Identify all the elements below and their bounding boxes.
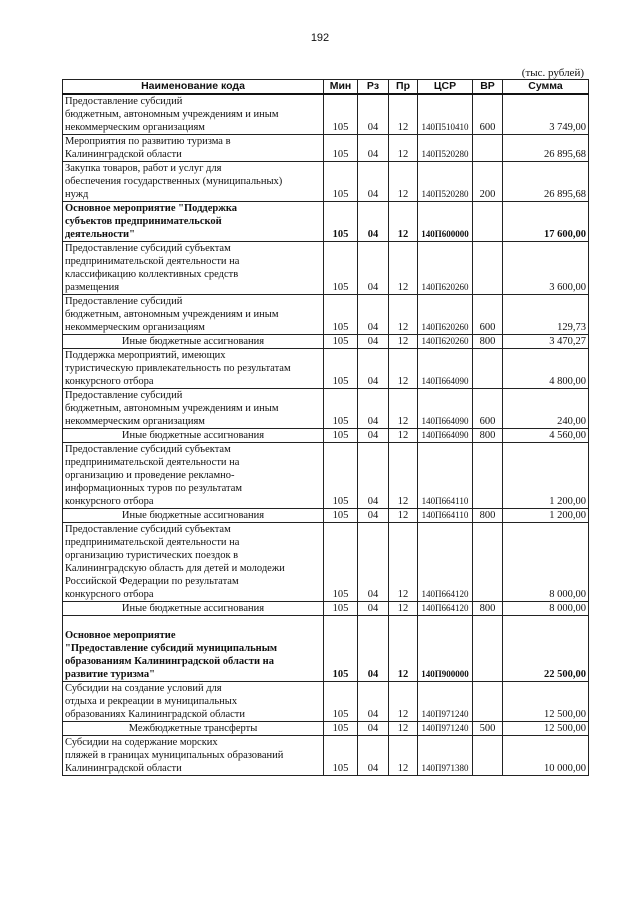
cell-pr: 12 (389, 389, 418, 429)
header-rz: Рз (358, 80, 389, 95)
cell-min: 105 (324, 722, 358, 736)
cell-min: 105 (324, 349, 358, 389)
cell-min: 105 (324, 94, 358, 135)
cell-pr: 12 (389, 616, 418, 682)
cell-rz: 04 (358, 349, 389, 389)
cell-name: Закупка товаров, работ и услуг для обеспечения государственных (муниципальных) нужд (63, 162, 324, 202)
cell-vr: 500 (473, 722, 503, 736)
cell-sum: 3 749,00 (503, 94, 589, 135)
cell-rz: 04 (358, 509, 389, 523)
cell-vr: 600 (473, 94, 503, 135)
cell-name: Иные бюджетные ассигнования (63, 429, 324, 443)
cell-name: Основное мероприятие "Поддержка субъектов предпринимательской деятельности" (63, 202, 324, 242)
cell-csr: 140П520280 (418, 135, 473, 162)
cell-pr: 12 (389, 135, 418, 162)
table-header-row (63, 80, 589, 95)
cell-sum: 4 560,00 (503, 429, 589, 443)
table-row (63, 682, 589, 722)
cell-min: 105 (324, 616, 358, 682)
header-min: Мин (324, 80, 358, 95)
table-row (63, 335, 589, 349)
cell-min: 105 (324, 509, 358, 523)
cell-pr: 12 (389, 94, 418, 135)
cell-sum: 240,00 (503, 389, 589, 429)
cell-vr (473, 736, 503, 776)
cell-min: 105 (324, 242, 358, 295)
cell-rz: 04 (358, 295, 389, 335)
cell-name: Субсидии на создание условий для отдыха и рекреации в муниципальных образованиях Калининградской области (63, 682, 324, 722)
cell-min: 105 (324, 135, 358, 162)
cell-name: Предоставление субсидий бюджетным, автономным учреждениям и иным некоммерческим организациям (63, 295, 324, 335)
cell-min: 105 (324, 162, 358, 202)
cell-min: 105 (324, 389, 358, 429)
cell-rz: 04 (358, 616, 389, 682)
cell-csr: 140П664090 (418, 349, 473, 389)
cell-csr: 140П664090 (418, 429, 473, 443)
cell-csr: 140П971380 (418, 736, 473, 776)
cell-csr: 140П510410 (418, 94, 473, 135)
cell-min: 105 (324, 602, 358, 616)
cell-name: Предоставление субсидий бюджетным, автономным учреждениям и иным некоммерческим организациям (63, 389, 324, 429)
cell-name: Иные бюджетные ассигнования (63, 335, 324, 349)
cell-sum: 3 600,00 (503, 242, 589, 295)
table-row (63, 443, 589, 509)
budget-table (62, 79, 589, 776)
cell-vr (473, 682, 503, 722)
cell-pr: 12 (389, 682, 418, 722)
cell-min: 105 (324, 429, 358, 443)
cell-vr (473, 135, 503, 162)
cell-pr: 12 (389, 349, 418, 389)
cell-csr: 140П664090 (418, 389, 473, 429)
cell-sum: 129,73 (503, 295, 589, 335)
cell-sum: 26 895,68 (503, 162, 589, 202)
cell-csr: 140П900000 (418, 616, 473, 682)
table-row (63, 202, 589, 242)
cell-csr: 140П971240 (418, 682, 473, 722)
cell-name: Предоставление субсидий бюджетным, автономным учреждениям и иным некоммерческим организациям (63, 94, 324, 135)
cell-vr (473, 443, 503, 509)
cell-sum: 10 000,00 (503, 736, 589, 776)
cell-sum: 4 800,00 (503, 349, 589, 389)
cell-min: 105 (324, 202, 358, 242)
cell-min: 105 (324, 682, 358, 722)
cell-sum: 12 500,00 (503, 682, 589, 722)
cell-rz: 04 (358, 162, 389, 202)
cell-vr (473, 349, 503, 389)
cell-pr: 12 (389, 602, 418, 616)
cell-min: 105 (324, 736, 358, 776)
cell-rz: 04 (358, 202, 389, 242)
cell-rz: 04 (358, 602, 389, 616)
cell-pr: 12 (389, 523, 418, 602)
cell-rz: 04 (358, 736, 389, 776)
cell-vr: 600 (473, 389, 503, 429)
cell-pr: 12 (389, 242, 418, 295)
cell-name: Иные бюджетные ассигнования (63, 509, 324, 523)
cell-vr (473, 616, 503, 682)
cell-rz: 04 (358, 94, 389, 135)
cell-csr: 140П620260 (418, 335, 473, 349)
table-row (63, 736, 589, 776)
table-body (63, 94, 589, 776)
cell-name: Предоставление субсидий субъектам предпринимательской деятельности на организацию и проведение рекламно- информационных туров по результатам конкурсного отбора (63, 443, 324, 509)
cell-sum: 1 200,00 (503, 509, 589, 523)
cell-vr (473, 202, 503, 242)
cell-rz: 04 (358, 443, 389, 509)
cell-name: Основное мероприятие "Предоставление субсидий муниципальным образованиям Калининградской области на развитие туризма" (63, 616, 324, 682)
cell-pr: 12 (389, 202, 418, 242)
cell-rz: 04 (358, 429, 389, 443)
cell-pr: 12 (389, 443, 418, 509)
cell-pr: 12 (389, 736, 418, 776)
cell-sum: 8 000,00 (503, 523, 589, 602)
cell-min: 105 (324, 335, 358, 349)
table-row (63, 389, 589, 429)
table-row (63, 602, 589, 616)
cell-pr: 12 (389, 162, 418, 202)
cell-rz: 04 (358, 682, 389, 722)
cell-pr: 12 (389, 722, 418, 736)
cell-name: Иные бюджетные ассигнования (63, 602, 324, 616)
cell-min: 105 (324, 443, 358, 509)
cell-name: Поддержка мероприятий, имеющих туристическую привлекательность по результатам конкурсного отбора (63, 349, 324, 389)
table-row (63, 429, 589, 443)
cell-name: Субсидии на содержание морских пляжей в границах муниципальных образований Калининградской области (63, 736, 324, 776)
table-row (63, 616, 589, 682)
cell-vr (473, 523, 503, 602)
cell-sum: 8 000,00 (503, 602, 589, 616)
cell-name: Мероприятия по развитию туризма в Калининградской области (63, 135, 324, 162)
units-note: (тыс. рублей) (521, 67, 584, 79)
cell-csr: 140П664110 (418, 509, 473, 523)
cell-sum: 26 895,68 (503, 135, 589, 162)
cell-pr: 12 (389, 295, 418, 335)
cell-min: 105 (324, 295, 358, 335)
cell-vr: 800 (473, 335, 503, 349)
cell-rz: 04 (358, 335, 389, 349)
cell-vr (473, 242, 503, 295)
cell-csr: 140П620260 (418, 242, 473, 295)
cell-csr: 140П664110 (418, 443, 473, 509)
table-row (63, 162, 589, 202)
cell-csr: 140П971240 (418, 722, 473, 736)
cell-pr: 12 (389, 335, 418, 349)
cell-csr: 140П520280 (418, 162, 473, 202)
header-sum: Сумма (503, 80, 589, 95)
cell-csr: 140П620260 (418, 295, 473, 335)
cell-pr: 12 (389, 429, 418, 443)
cell-rz: 04 (358, 135, 389, 162)
cell-name: Межбюджетные трансферты (63, 722, 324, 736)
cell-vr: 200 (473, 162, 503, 202)
cell-vr: 800 (473, 602, 503, 616)
table-row (63, 295, 589, 335)
table-row (63, 94, 589, 135)
header-name: Наименование кода (63, 80, 324, 95)
table-row (63, 722, 589, 736)
header-csr: ЦСР (418, 80, 473, 95)
cell-sum: 17 600,00 (503, 202, 589, 242)
cell-name: Предоставление субсидий субъектам предпринимательской деятельности на организацию туристических поездок в Калининградскую область для детей и молодежи Российской Федерации по результатам конкурсного отбора (63, 523, 324, 602)
cell-rz: 04 (358, 722, 389, 736)
table-row (63, 135, 589, 162)
cell-vr: 800 (473, 509, 503, 523)
cell-min: 105 (324, 523, 358, 602)
cell-csr: 140П600000 (418, 202, 473, 242)
cell-vr: 800 (473, 429, 503, 443)
cell-csr: 140П664120 (418, 602, 473, 616)
header-pr: Пр (389, 80, 418, 95)
table-row (63, 242, 589, 295)
cell-vr: 600 (473, 295, 503, 335)
table-row (63, 509, 589, 523)
cell-rz: 04 (358, 389, 389, 429)
header-vr: ВР (473, 80, 503, 95)
cell-name: Предоставление субсидий субъектам предпринимательской деятельности на классификацию коллективных средств размещения (63, 242, 324, 295)
table-row (63, 349, 589, 389)
cell-sum: 12 500,00 (503, 722, 589, 736)
cell-sum: 22 500,00 (503, 616, 589, 682)
page-number: 192 (310, 32, 330, 44)
table-row (63, 523, 589, 602)
cell-sum: 1 200,00 (503, 443, 589, 509)
cell-rz: 04 (358, 523, 389, 602)
cell-rz: 04 (358, 242, 389, 295)
cell-sum: 3 470,27 (503, 335, 589, 349)
cell-csr: 140П664120 (418, 523, 473, 602)
cell-pr: 12 (389, 509, 418, 523)
